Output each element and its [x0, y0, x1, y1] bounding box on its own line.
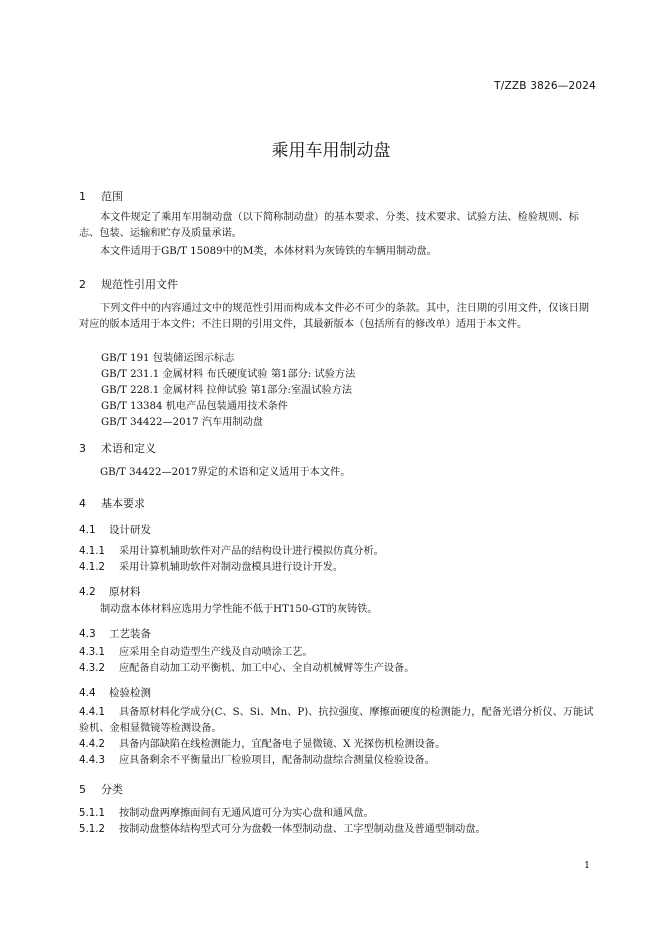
section-4-2-paragraph: 制动盘本体材料应选用力学性能不低于HT150-GT的灰铸铁。 [100, 604, 378, 615]
section-2-heading: 2 规范性引用文件 [79, 278, 178, 291]
section-1-paragraph-2: 本文件适用于GB/T 15089中的M类，本体材料为灰铸铁的车辆用制动盘。 [100, 246, 437, 257]
document-title: 乘用车用制动盘 [271, 141, 391, 161]
standard-number: T/ZZB 3826—2024 [494, 80, 596, 92]
section-3-paragraph-1: GB/T 34422—2017界定的术语和定义适用于本文件。 [100, 467, 351, 478]
clause-5-1-2: 5.1.2 按制动盘整体结构型式可分为盘毂一体型制动盘、工字型制动盘及普通型制动盘。 [79, 824, 486, 835]
clause-4-1-2: 4.1.2 采用计算机辅助软件对制动盘模具进行设计开发。 [79, 562, 344, 573]
reference-item: GB/T 34422—2017 汽车用制动盘 [101, 417, 263, 428]
clause-4-1-1: 4.1.1 采用计算机辅助软件对产品的结构设计进行模拟仿真分析。 [79, 546, 384, 557]
clause-4-4-2: 4.4.2 具备内部缺陷在线检测能力，宜配备电子显微镜、X 光探伤机检测设备。 [79, 739, 446, 750]
reference-item: GB/T 191 包装储运图示标志 [101, 353, 235, 364]
clause-5-1-1: 5.1.1 按制动盘两摩擦面间有无通风道可分为实心盘和通风盘。 [79, 808, 374, 819]
section-4-2-heading: 4.2 原材料 [79, 586, 141, 598]
section-4-1-heading: 4.1 设计研发 [79, 524, 151, 536]
clause-4-4-3: 4.4.3 应具备剩余不平衡量出厂检验项目，配备制动盘综合测量仪检验设备。 [79, 755, 435, 766]
section-1-heading: 1 范围 [79, 190, 123, 203]
section-3-heading: 3 术语和定义 [79, 442, 156, 455]
section-5-heading: 5 分类 [79, 783, 123, 796]
clause-4-3-2: 4.3.2 应配备自动加工动平衡机、加工中心、全自动机械臂等生产设备。 [79, 663, 415, 674]
section-4-heading: 4 基本要求 [79, 497, 145, 510]
section-1-paragraph-1: 本文件规定了乘用车用制动盘（以下简称制动盘）的基本要求、分类、技术要求、试验方法、检验规则、标志、包装、运输和贮存及质量承诺。 [79, 212, 579, 239]
page-number: 1 [583, 860, 590, 871]
reference-item: GB/T 13384 机电产品包装通用技术条件 [101, 401, 288, 412]
reference-item: GB/T 231.1 金属材料 布氏硬度试验 第1部分: 试验方法 [101, 369, 356, 380]
reference-item: GB/T 228.1 金属材料 拉伸试验 第1部分:室温试验方法 [101, 385, 353, 396]
section-2-paragraph-1: 下列文件中的内容通过文中的规范性引用而构成本文件必不可少的条款。其中，注日期的引用文件，仅该日期对应的版本适用于本文件；不注日期的引用文件，其最新版本（包括所有的修改单）适用于本文件。 [79, 303, 589, 330]
clause-4-3-1: 4.3.1 应采用全自动造型生产线及自动喷涂工艺。 [79, 647, 313, 658]
section-4-3-heading: 4.3 工艺装备 [79, 628, 151, 640]
clause-4-4-1: 4.4.1 具备原材料化学成分(C、S、Si、Mn、P)、抗拉强度、摩擦面硬度的检测能力，配备光谱分析仪、万能试验机、金相显微镜等检测设备。 [79, 707, 594, 734]
section-4-4-heading: 4.4 检验检测 [79, 687, 151, 699]
